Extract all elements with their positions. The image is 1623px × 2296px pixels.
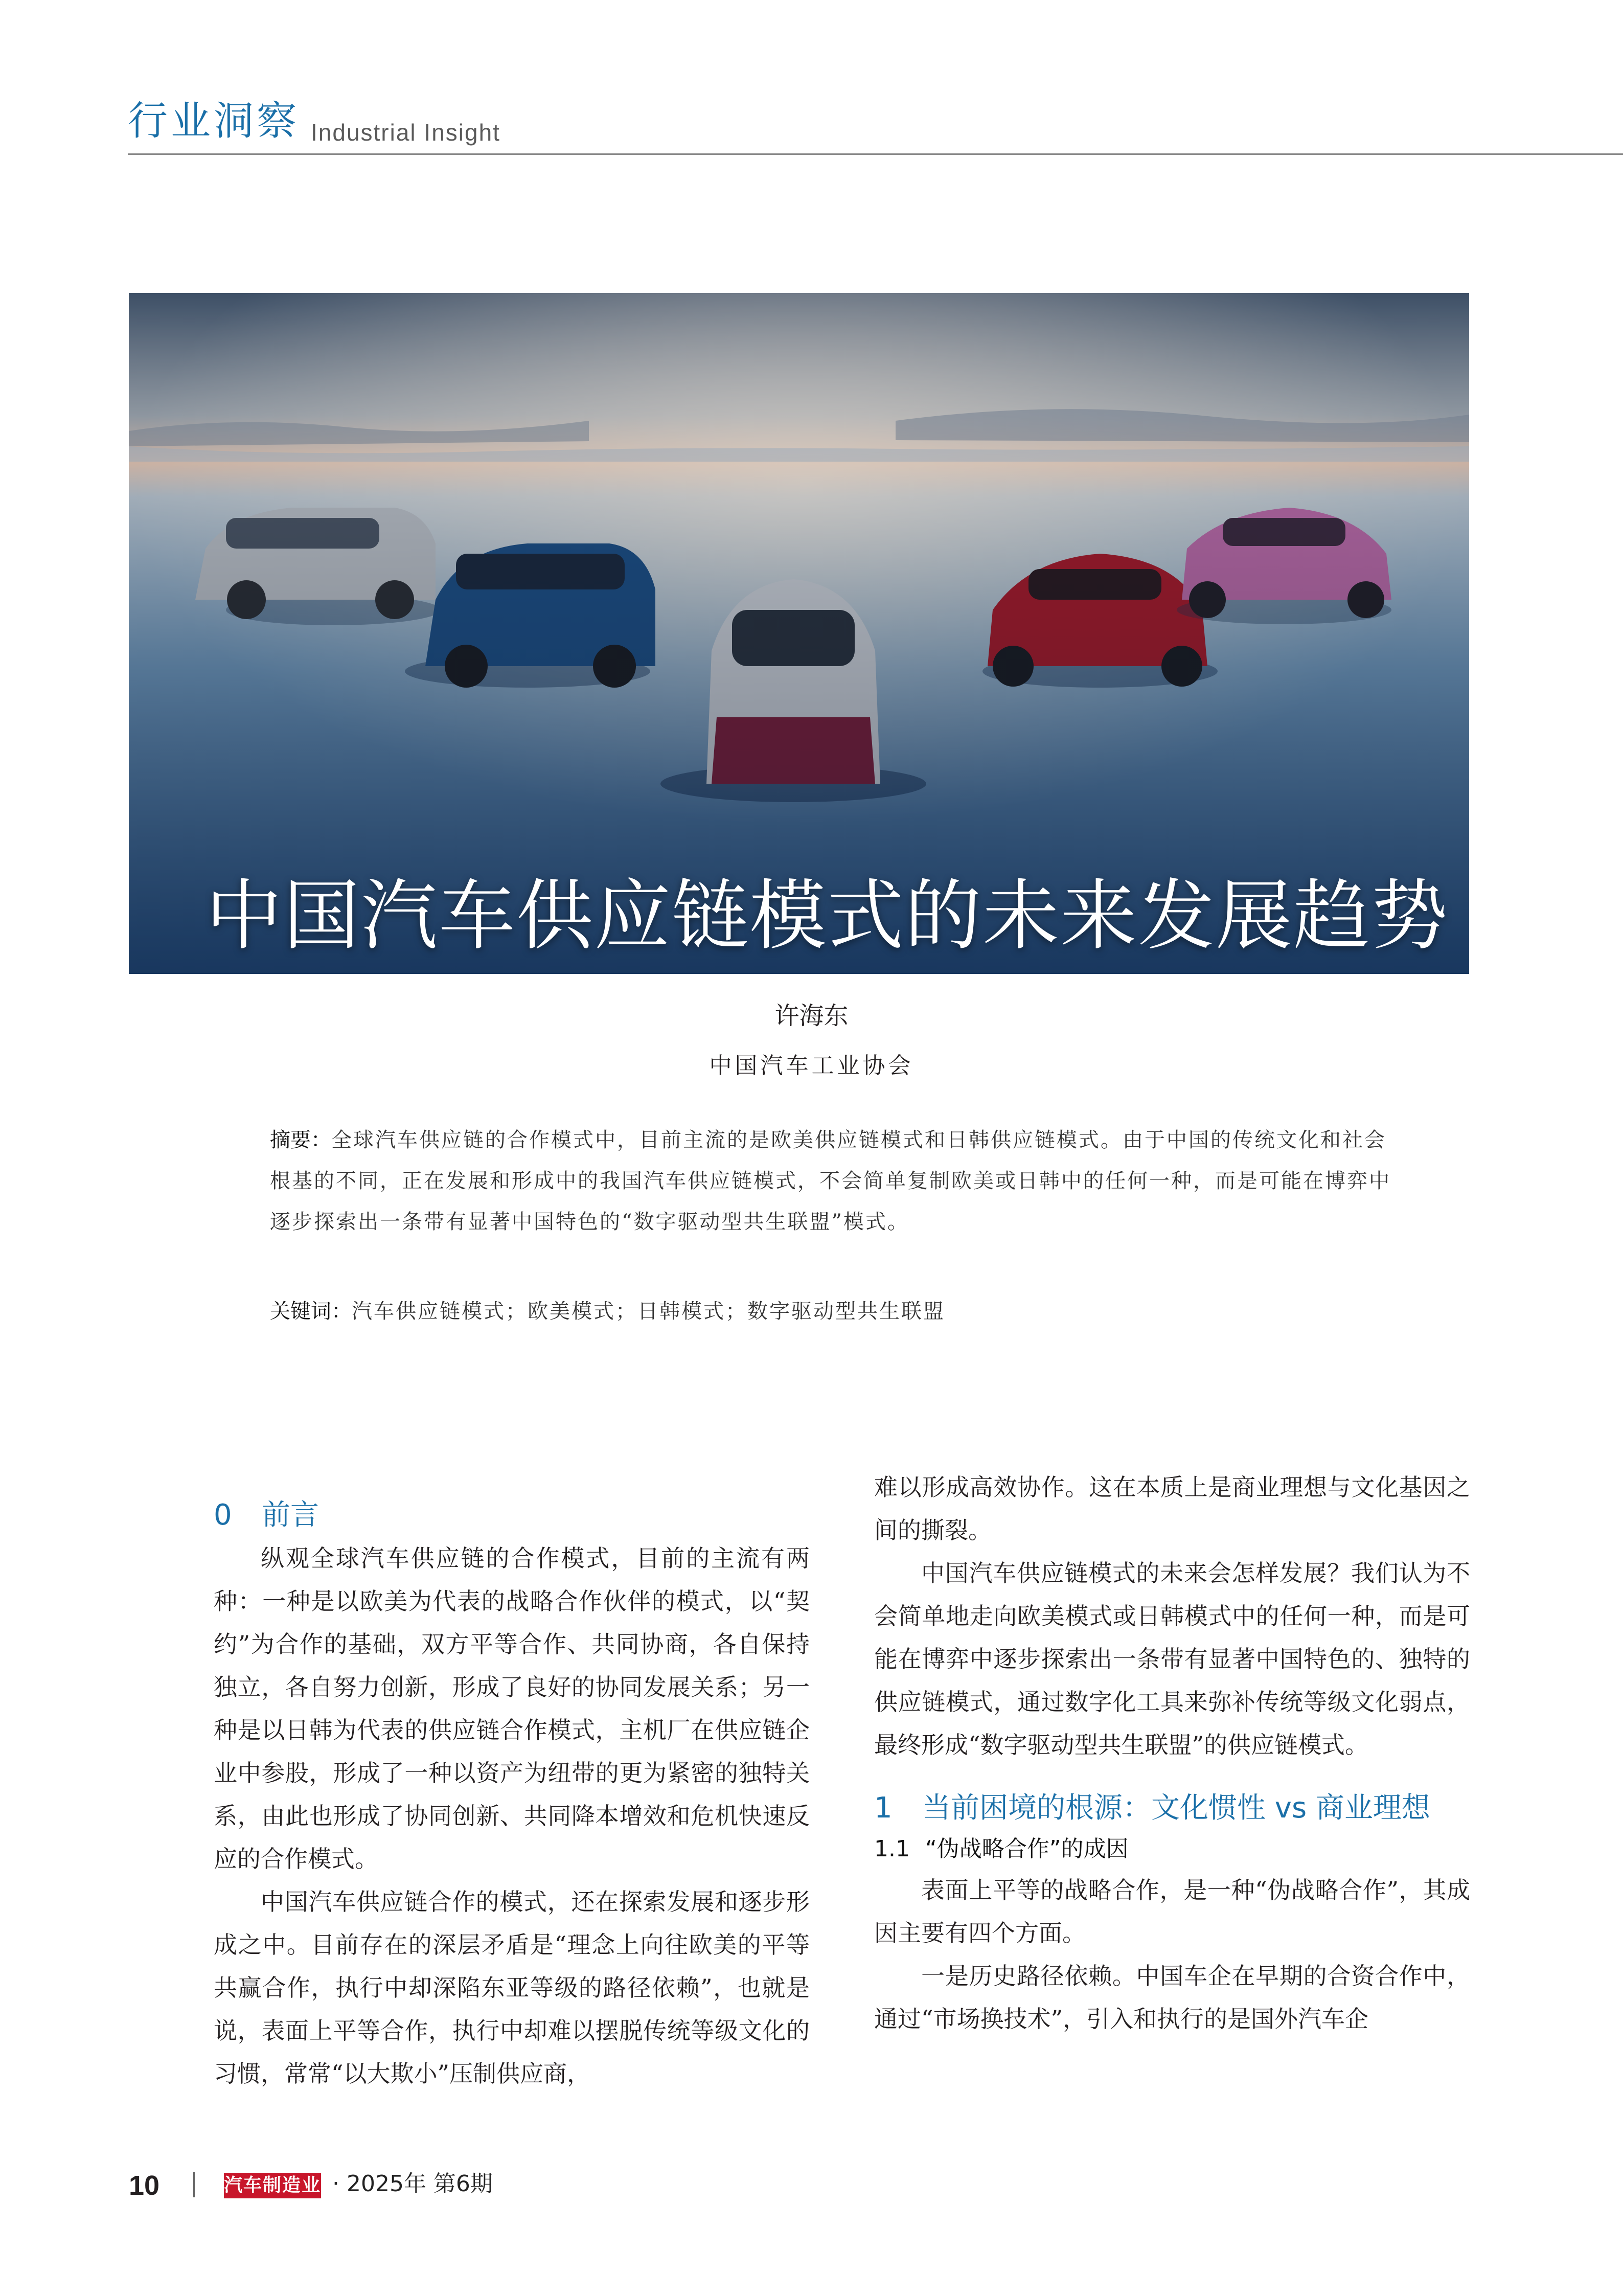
header-divider bbox=[128, 153, 1623, 155]
paragraph: 纵观全球汽车供应链的合作模式，目前的主流有两种：一种是以欧美为代表的战略合作伙伴的模式，以“契约”为合作的基础，双方平等合作、共同协商，各自保持独立，各自努力创新，形成了良好的协同发展关系；另一种是以日韩为代表的供应链合作模式，主机厂在供应链企业中参股，形成了一种以资产为纽带的更为紧密的独特关系，由此也形成了协同创新、共同降本增效和危机快速反应的合作模式。 bbox=[214, 1544, 810, 1873]
author-name: 许海东 bbox=[774, 1002, 849, 1030]
section-title: 行业洞察 bbox=[128, 98, 300, 144]
keywords-text: 汽车供应链模式；欧美模式；日韩模式；数字驱动型共生联盟 bbox=[352, 1300, 945, 1323]
section-heading-0 bbox=[214, 1494, 810, 1537]
left-column bbox=[214, 1494, 810, 2095]
paragraph: 中国汽车供应链合作的模式，还在探索发展和逐步形成之中。目前存在的深层矛盾是“理念上向往欧美的平等共赢合作，执行中却深陷东亚等级的路径依赖”，也就是说，表面上平等合作，执行中却难以摆脱传统等级文化的习惯，常常“以大欺小”压制供应商， bbox=[214, 1888, 810, 2087]
section-heading-1 bbox=[874, 1787, 1470, 1830]
paragraph: 中国汽车供应链模式的未来会怎样发展？我们认为不会简单地走向欧美模式或日韩模式中的任何一种，而是可能在博弈中逐步探索出一条带有显著中国特色的、独特的供应链模式，通过数字化工具来弥补传统等级文化弱点，最终形成“数字驱动型共生联盟”的供应链模式。 bbox=[874, 1559, 1470, 1759]
paragraph: 难以形成高效协作。这在本质上是商业理想与文化基因之间的撕裂。 bbox=[874, 1473, 1470, 1544]
section-heading-text: 当前困境的根源：文化惯性 vs 商业理想 bbox=[922, 1791, 1430, 1825]
section-number: 0 bbox=[214, 1498, 232, 1532]
keywords bbox=[270, 1296, 1395, 1327]
subsection-number: 1.1 bbox=[874, 1836, 910, 1862]
subsection-heading bbox=[874, 1830, 1470, 1869]
section-number: 1 bbox=[874, 1791, 893, 1825]
page-number: 10 bbox=[129, 2170, 160, 2201]
issue-info: · 2025年 第6期 bbox=[332, 2171, 493, 2197]
section-subtitle: Industrial Insight bbox=[311, 119, 500, 146]
section-heading-text: 前言 bbox=[262, 1498, 319, 1532]
hero-image bbox=[129, 293, 1469, 974]
footer-divider bbox=[193, 2172, 195, 2197]
keywords-label: 关键词： bbox=[270, 1300, 352, 1323]
author-affiliation: 中国汽车工业协会 bbox=[709, 1053, 914, 1079]
subsection-heading-text: “伪战略合作”的成因 bbox=[925, 1836, 1129, 1862]
magazine-logo: 汽车制造业 bbox=[224, 2173, 321, 2198]
right-column bbox=[874, 1466, 1470, 2040]
abstract-label: 摘要： bbox=[270, 1128, 331, 1152]
article-title: 中国汽车供应链模式的未来发展趋势 bbox=[205, 872, 1449, 961]
paragraph: 表面上平等的战略合作，是一种“伪战略合作”，其成因主要有四个方面。 bbox=[874, 1876, 1470, 1947]
abstract bbox=[270, 1120, 1395, 1242]
abstract-text: 全球汽车供应链的合作模式中，目前主流的是欧美供应链模式和日韩供应链模式。由于中国的传统文化和社会根基的不同，正在发展和形成中的我国汽车供应链模式，不会简单复制欧美或日韩中的任何一种，而是可能在博弈中逐步探索出一条带有显著中国特色的“数字驱动型共生联盟”模式。 bbox=[270, 1128, 1391, 1234]
paragraph: 一是历史路径依赖。中国车企在早期的合资合作中，通过“市场换技术”，引入和执行的是国外汽车企 bbox=[874, 1962, 1470, 2033]
